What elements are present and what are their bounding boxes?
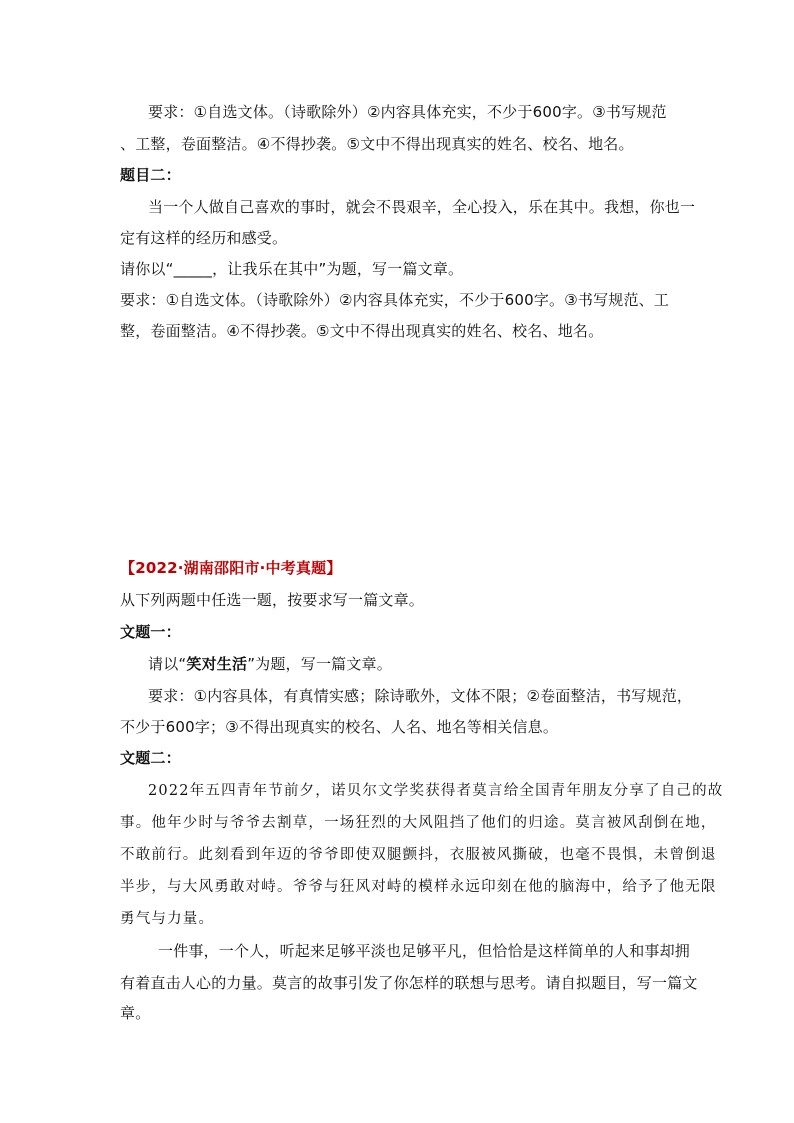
topic-1-prompt-pre: 请以“ xyxy=(148,655,187,673)
topic-1-title: 笑对生活 xyxy=(186,655,248,673)
story-line-2: 事。他年少时与爷爷去割草，一场狂烈的大风阻挡了他们的归途。莫言被风刮倒在地， xyxy=(120,815,717,831)
reflection-line-2: 有着直击人心的力量。莫言的故事引发了你怎样的联想与思考。请自拟题目，写一篇文 xyxy=(120,974,698,992)
story-line-4: 半步，与大风勇敢对峙。爷爷与狂风对峙的模样永远印刻在他的脑海中，给予了他无限 xyxy=(120,879,717,895)
reflection-line-1: 一件事，一个人，听起来足够平淡也足够平凡，但恰恰是这样简单的人和事却拥 xyxy=(158,942,691,960)
topic-1-requirement-line-2: 不少于600字；③不得出现真实的校名、人名、地名等相关信息。 xyxy=(120,718,559,736)
topic-2-heading: 题目二： xyxy=(120,166,181,184)
topic-1-prompt-post: ”为题，写一篇文章。 xyxy=(247,655,392,673)
story-line-3: 不敢前行。此刻看到年迈的爷爷即使双腿颤抖，衣服被风撕破，也毫不畏惧，未曾倒退 xyxy=(120,847,717,863)
topic-1-requirement-line-1: 要求：①内容具体，有真情实感；除诗歌外，文体不限；②卷面整洁，书写规范， xyxy=(148,687,693,705)
source-tag: 【2022·湖南邵阳市·中考真题】 xyxy=(120,559,342,577)
topic-1-prompt xyxy=(148,654,708,674)
essay-prompt: 请你以“_____，让我乐在其中”为题，写一篇文章。 xyxy=(120,260,464,278)
reflection-line-3: 章。 xyxy=(120,1004,151,1022)
topic-2-text-line-1: 当一个人做自己喜欢的事时，就会不畏艰辛，全心投入，乐在其中。我想，你也一 xyxy=(148,198,696,216)
topic-1-heading: 文题一： xyxy=(120,623,181,641)
requirement-2-line-1: 要求：①自选文体。（诗歌除外）②内容具体充实，不少于600字。③书写规范、工 xyxy=(120,291,670,309)
story-line-1: 2022年五四青年节前夕，诺贝尔文学奖获得者莫言给全国青年朋友分享了自己的故 xyxy=(148,783,724,799)
requirement-1-line-2: 、工整，卷面整洁。④不得抄袭。⑤文中不得出现真实的姓名、校名、地名。 xyxy=(120,135,634,153)
requirement-2-line-2: 整，卷面整洁。④不得抄袭。⑤文中不得出现真实的姓名、校名、地名。 xyxy=(120,322,604,340)
story-line-5: 勇气与力量。 xyxy=(120,911,215,927)
requirement-1-line-1: 要求：①自选文体。（诗歌除外）②内容具体充实，不少于600字。③书写规范 xyxy=(148,103,667,121)
topic-2-text-line-2: 定有这样的经历和感受。 xyxy=(120,229,288,247)
topic-2b-heading: 文题二： xyxy=(120,749,181,767)
instruction: 从下列两题中任选一题，按要求写一篇文章。 xyxy=(120,591,425,609)
